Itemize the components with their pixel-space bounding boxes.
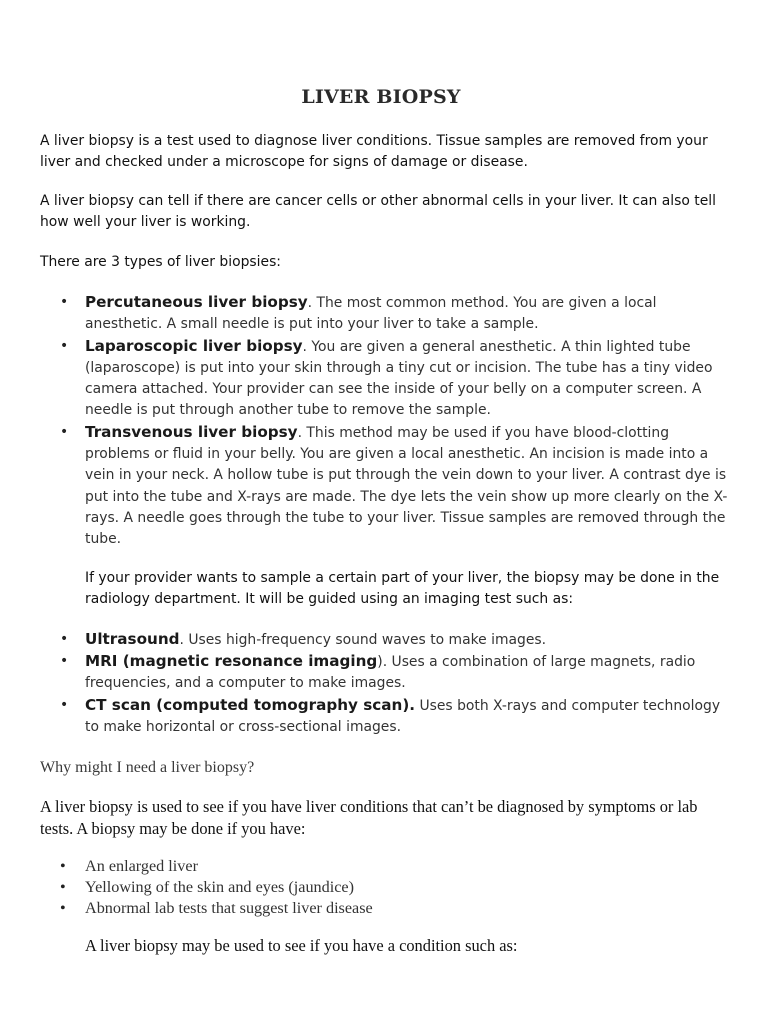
intro-paragraph-2: A liver biopsy can tell if there are cancer cells or other abnormal cells in your liver. It can also tell how well your liver is working. — [40, 193, 716, 230]
list-item-text: Abnormal lab tests that suggest liver disease — [85, 899, 373, 917]
list-item — [40, 877, 730, 898]
bullet-icon: • — [60, 696, 69, 713]
bullet-icon: • — [60, 337, 69, 354]
bullet-icon: • — [60, 899, 66, 917]
bullet-icon: • — [60, 294, 69, 310]
list-item-text: . The most common method. You are given a local anesthetic. A small needle is put into your liver to take a sample. — [85, 295, 657, 333]
list-item — [40, 695, 730, 738]
list-item-text: . Uses high-frequency sound waves to make images. — [179, 632, 547, 648]
bullet-icon: • — [60, 878, 66, 896]
list-item — [40, 651, 730, 694]
list-item — [40, 292, 730, 336]
list-item-text: . This method may be used if you have blood-clotting problems or fluid in your belly. You are given a local anesthetic. An incision is made into a vein in your neck. A hollow tube is put through the vein down to your liver. A contrast dye is put into the tube and X-rays are made. The dye lets the vein show up more clearly on the X-rays. A needle goes through the tube to your liver. Tissue samples are removed through the tube. — [85, 424, 728, 548]
list-item-term: Percutaneous liver biopsy — [85, 293, 308, 311]
list-item — [40, 856, 730, 877]
list-item — [40, 629, 730, 651]
list-item-term: MRI (magnetic resonance imaging — [85, 652, 378, 671]
list-item-term: Laparoscopic liver biopsy — [85, 336, 303, 355]
bullet-icon: • — [60, 423, 69, 440]
list-item-term: Ultrasound — [85, 630, 180, 648]
page-title: LIVER BIOPSY — [301, 86, 461, 108]
list-item-term: CT scan (computed tomography scan). — [85, 695, 416, 714]
list-item-text: Yellowing of the skin and eyes (jaundice) — [85, 878, 354, 896]
list-item — [40, 898, 730, 919]
list-item-text: Uses both X-rays and computer technology to make horizontal or cross-sectional images. — [85, 697, 721, 735]
condition-paragraph: A liver biopsy may be used to see if you have a condition such as: — [85, 936, 518, 955]
bullet-icon: • — [60, 653, 69, 670]
list-item — [40, 336, 730, 422]
list-item-term: Transvenous liver biopsy — [85, 422, 298, 441]
reasons-list — [40, 856, 730, 919]
list-item-text: ). Uses a combination of large magnets, radio frequencies, and a computer to make images. — [85, 654, 696, 692]
section-heading: Why might I need a liver biopsy? — [40, 759, 255, 776]
imaging-tests-list — [40, 629, 730, 738]
biopsy-types-list — [40, 292, 730, 551]
intro-paragraph-3: There are 3 types of liver biopsies: — [40, 254, 281, 270]
intro-paragraph-1: A liver biopsy is a test used to diagnose liver conditions. Tissue samples are removed from your liver and checked under a microscope for signs of damage or disease. — [40, 133, 708, 170]
radiology-paragraph: If your provider wants to sample a certain part of your liver, the biopsy may be done in the radiology department. It will be guided using an imaging test such as: — [85, 570, 720, 607]
bullet-icon: • — [60, 857, 66, 875]
list-item-text: . You are given a general anesthetic. A thin lighted tube (laparoscope) is put into your skin through a tiny cut or incision. The tube has a tiny video camera attached. Your provider can see the inside of your belly on a computer screen. A needle is put through another tube to remove the sample. — [85, 338, 713, 419]
list-item — [40, 422, 730, 551]
list-item-text: An enlarged liver — [85, 857, 198, 875]
bullet-icon: • — [60, 631, 69, 647]
why-paragraph: A liver biopsy is used to see if you have liver conditions that can’t be diagnosed by symptoms or lab tests. A biopsy may be done if you have: — [40, 797, 698, 838]
